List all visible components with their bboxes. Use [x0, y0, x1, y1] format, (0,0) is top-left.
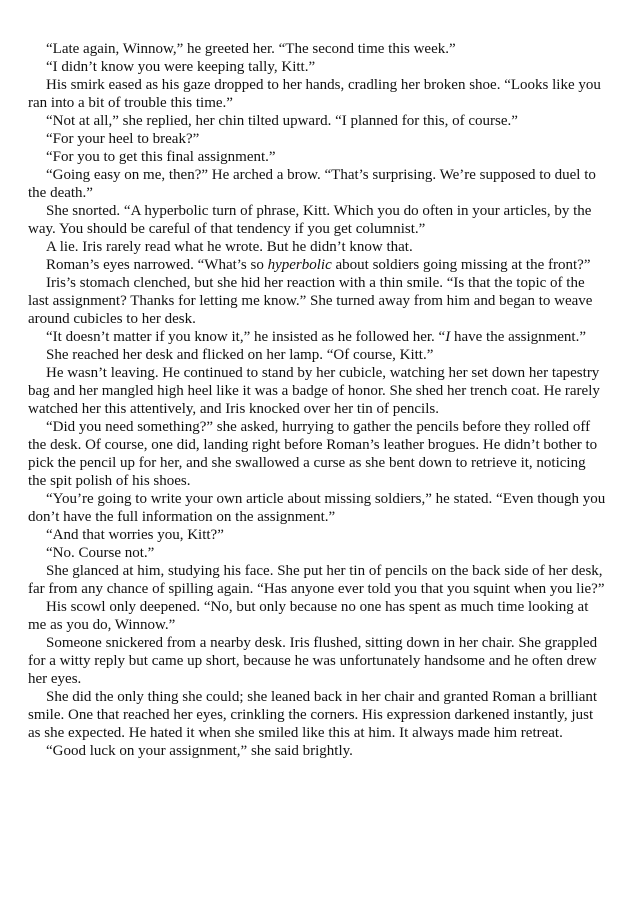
paragraph: [28, 112, 606, 130]
paragraph: [28, 40, 606, 58]
text-run: A lie. Iris rarely read what he wrote. But he didn’t know that.: [46, 239, 413, 255]
paragraph: [28, 526, 606, 544]
text-run: “For your heel to break?”: [46, 131, 200, 147]
paragraph: [28, 256, 606, 274]
text-run: His smirk eased as his gaze dropped to her hands, cradling her broken shoe. “Looks like you ran into a bit of trouble this time.”: [28, 77, 601, 111]
paragraph: [28, 166, 606, 202]
text-run: “For you to get this final assignment.”: [46, 149, 276, 165]
text-run: “No. Course not.”: [46, 545, 155, 561]
paragraph: [28, 364, 606, 418]
text-run: “And that worries you, Kitt?”: [46, 527, 224, 543]
document-body: [28, 40, 606, 760]
text-run: Roman’s eyes narrowed. “What’s so: [46, 257, 268, 273]
text-run: “You’re going to write your own article about missing soldiers,” he stated. “Even though you don’t have the full information on the assignment.”: [28, 491, 606, 525]
paragraph: [28, 76, 606, 112]
paragraph: [28, 274, 606, 328]
paragraph: [28, 544, 606, 562]
paragraph: [28, 346, 606, 364]
text-run: He wasn’t leaving. He continued to stand by her cubicle, watching her set down her tapestry bag and her mangled high heel like it was a badge of honor. She shed her trench coat. He rarely watched her this attentively, and Iris knocked over her tin of pencils.: [28, 365, 600, 417]
text-run: Someone snickered from a nearby desk. Iris flushed, sitting down in her chair. She grappled for a witty reply but came up short, because he was unfortunately handsome and he often drew her eyes.: [28, 635, 598, 687]
italic-run: hyperbolic: [267, 257, 332, 273]
text-run: about soldiers going missing at the front?”: [331, 257, 591, 273]
text-run: She snorted. “A hyperbolic turn of phrase, Kitt. Which you do often in your articles, by the way. You should be careful of that tendency if you get columnist.”: [28, 203, 592, 237]
text-run: “Not at all,” she replied, her chin tilted upward. “I planned for this, of course.”: [46, 113, 518, 129]
paragraph: [28, 688, 606, 742]
paragraph: [28, 598, 606, 634]
paragraph: [28, 328, 606, 346]
paragraph: [28, 562, 606, 598]
paragraph: [28, 418, 606, 490]
text-run: “I didn’t know you were keeping tally, Kitt.”: [46, 59, 316, 75]
paragraph: [28, 148, 606, 166]
paragraph: [28, 742, 606, 760]
text-run: She reached her desk and flicked on her lamp. “Of course, Kitt.”: [46, 347, 434, 363]
paragraph: [28, 130, 606, 148]
text-run: “It doesn’t matter if you know it,” he insisted as he followed her. “: [46, 329, 446, 345]
paragraph: [28, 202, 606, 238]
paragraph: [28, 634, 606, 688]
text-run: “Late again, Winnow,” he greeted her. “The second time this week.”: [46, 41, 456, 57]
italic-run: I: [445, 329, 451, 345]
paragraph: [28, 490, 606, 526]
text-run: have the assignment.”: [450, 329, 587, 345]
text-run: Iris’s stomach clenched, but she hid her reaction with a thin smile. “Is that the topic of the last assignment? Thanks for letting me know.” She turned away from him and began to weave around cubicles to her desk.: [28, 275, 593, 327]
paragraph: [28, 58, 606, 76]
text-run: “Did you need something?” she asked, hurrying to gather the pencils before they rolled off the desk. Of course, one did, landing right before Roman’s leather brogues. He didn’t bother to pick the pencil up for her, and she swallowed a curse as she bent down to retrieve it, noticing the spit polish of his shoes.: [28, 419, 598, 489]
text-run: “Going easy on me, then?” He arched a brow. “That’s surprising. We’re supposed to duel to the death.”: [28, 167, 596, 201]
text-run: She did the only thing she could; she leaned back in her chair and granted Roman a brilliant smile. One that reached her eyes, crinkling the corners. His expression darkened instantly, just as she expected. He hated it when she smiled like this at him. It always made him retreat.: [28, 689, 598, 741]
text-run: His scowl only deepened. “No, but only because no one has spent as much time looking at me as you do, Winnow.”: [28, 599, 589, 633]
text-run: “Good luck on your assignment,” she said brightly.: [46, 743, 353, 759]
paragraph: [28, 238, 606, 256]
text-run: She glanced at him, studying his face. She put her tin of pencils on the back side of her desk, far from any chance of spilling again. “Has anyone ever told you that you squint when you lie?”: [28, 563, 605, 597]
